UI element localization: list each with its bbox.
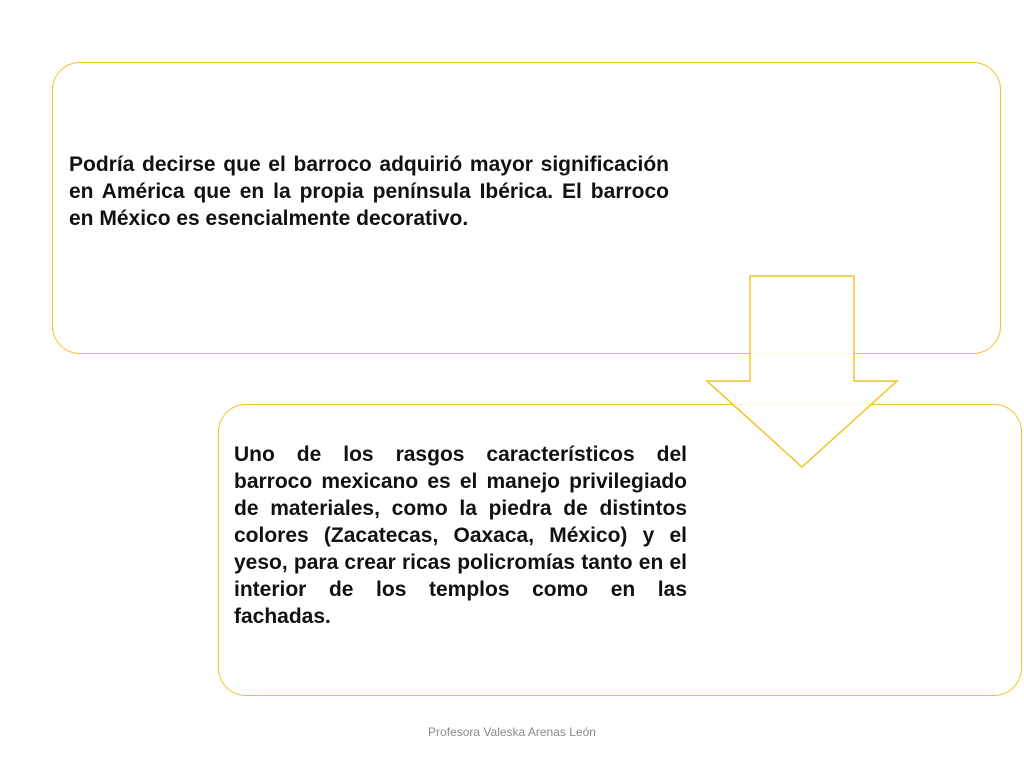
down-arrow-shape bbox=[707, 276, 897, 467]
diagram-box-1-text: Podría decirse que el barroco adquirió mayor significación en América que en la propia península Ibérica. El barroco en México es esencialmente decorativo. bbox=[69, 153, 669, 230]
footer-author: Profesora Valeska Arenas León bbox=[428, 725, 596, 739]
down-arrow-icon bbox=[705, 275, 900, 470]
diagram-box-2-text: Uno de los rasgos característicos del barroco mexicano es el manejo privilegiado de materiales, como la piedra de distintos colores (Zacatecas, Oaxaca, México) y el yeso, para crear ricas policromías tanto en el interior de los templos como en las fachadas. bbox=[234, 443, 687, 628]
diagram-box-2 bbox=[218, 404, 1022, 696]
